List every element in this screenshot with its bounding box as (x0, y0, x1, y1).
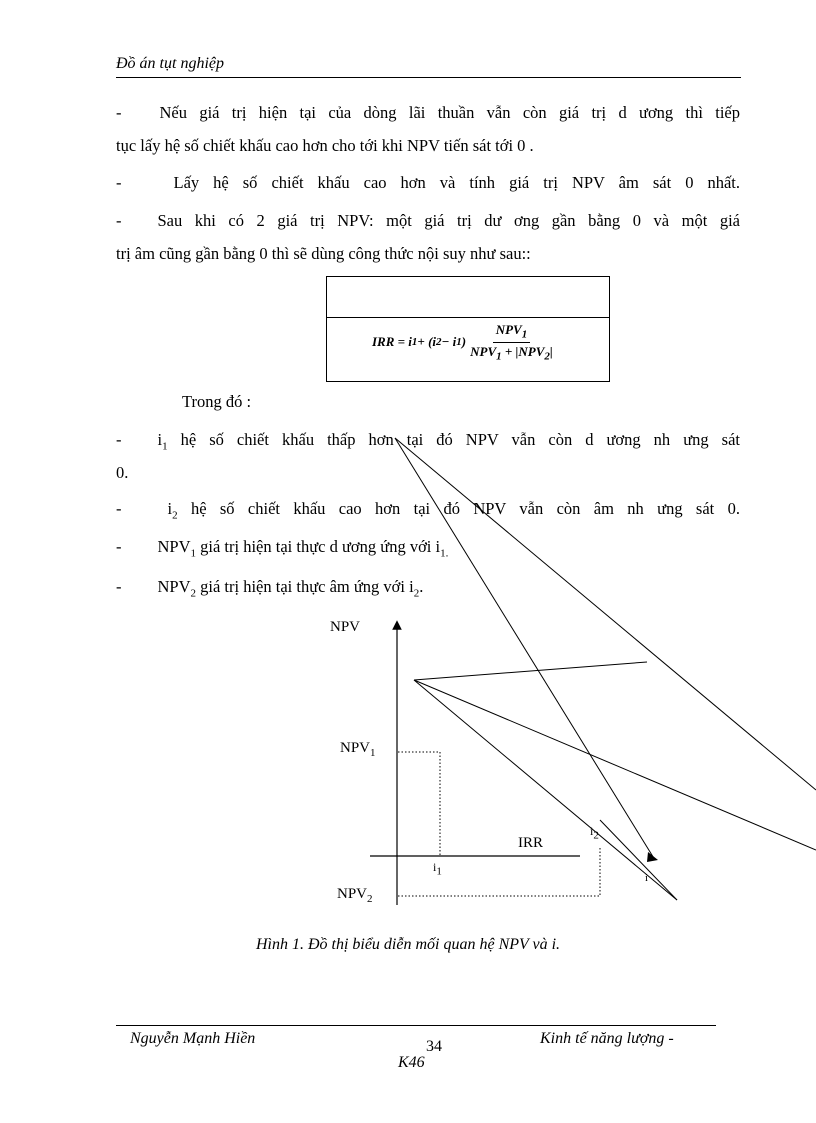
long-diagonal-line (395, 438, 655, 860)
legend-item-i1-cont: 0. (116, 463, 129, 482)
i-label: i (645, 872, 649, 884)
dash: - (116, 211, 122, 230)
bullet-2-text: Lấy hệ số chiết khấu cao hơn và tính giá trị NPV âm sát 0 nhất. (173, 173, 740, 192)
npv2-guide (398, 846, 600, 896)
triangle-base-line (600, 820, 677, 900)
npv1-label: $NPV_1$ (340, 740, 376, 759)
triangle-top-line (414, 662, 647, 680)
legend-item-npv2: - $NPV_2$ giá trị hiện tại thực âm ứng với $i_2$. (116, 577, 424, 600)
y-axis-label: NPV (330, 619, 361, 635)
x-axis-label: IRR (518, 835, 544, 851)
dash: - (116, 173, 122, 192)
legend-item-i2: - $i_2$ hệ số chiết khấu cao hơn tại đó NPV vẫn còn âm nh ưng sát 0. (116, 499, 740, 522)
triangle-right-line (414, 680, 816, 850)
npv2-label: $NPV_2$ (337, 886, 373, 905)
footer-rule (116, 1025, 716, 1026)
legend-intro: Trong đó : (182, 392, 252, 411)
bullet-1-line-2: tục lấy hệ số chiết khấu cao hơn cho tới khi NPV tiến sát tới 0 . (116, 136, 534, 155)
triangle-lower-line (414, 680, 677, 900)
dash: - (116, 103, 122, 122)
steep-right-line (395, 438, 816, 790)
legend-item-npv1: - $NPV_1$ giá trị hiện tại thực d ương ứng với $i_{1.}$ (116, 537, 449, 560)
legend-item-i1: - $i_1$ hệ số chiết khấu thấp hơn tại đó NPV vẫn còn d ương nh ưng sát (116, 430, 740, 453)
i1-label: $i_1$ (433, 860, 442, 878)
bullet-1-text: Nếu giá trị hiện tại của dòng lãi thuần vẫn còn giá trị d ương thì tiếp (159, 103, 740, 122)
bullet-3-text: Sau khi có 2 giá trị NPV: một giá trị dư ơng gần bằng 0 và một giá (157, 211, 740, 230)
npv1-guide (398, 752, 440, 856)
arrow-head (647, 852, 658, 862)
page-number: 34 (426, 1038, 442, 1055)
formula-fraction: $\frac{NPV_1}{NPV_1 + |NPV_2|}$ (470, 322, 553, 363)
figure-caption: Hình 1. Đồ thị biểu diễn mối quan hệ NPV và i. (255, 936, 561, 953)
footer-department: Kinh tế năng lượng - (540, 1030, 674, 1047)
irr-formula: IRR = i 1 + (i 2 − i 1 ) $\frac{NPV_1}{NPV_1 + |NPV_2|}$ (372, 322, 553, 363)
bullet-3-line-2: trị âm cũng gần bằng 0 thì sẽ dùng công thức nội suy như sau:: (116, 244, 531, 263)
header-title: Đồ án tụt nghiệp (116, 55, 224, 72)
footer-class-code: K46 (398, 1054, 425, 1071)
i2-label: $i_2$ (590, 824, 599, 842)
footer-author: Nguyễn Mạnh Hiền (130, 1030, 256, 1047)
